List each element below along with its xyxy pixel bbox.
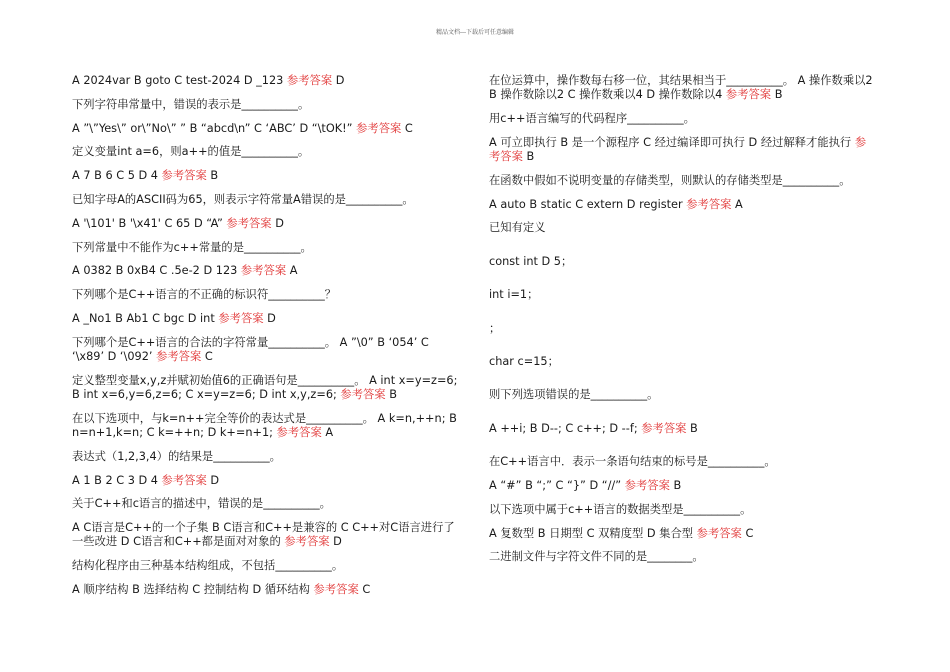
question-line: [72, 521, 462, 549]
answer-label: 参考答案: [284, 535, 330, 549]
question-text: 表达式（1,2,3,4）的结果是__________。: [72, 449, 281, 463]
answer-label: 参考答案: [356, 121, 402, 135]
answer-label: 参考答案: [624, 478, 670, 492]
question-text: A 可立即执行 B 是一个源程序 C 经过编译即可执行 D 经过解释才能执行: [489, 135, 855, 149]
answer-choice: B: [206, 169, 219, 183]
question-line: [489, 136, 875, 164]
question-text: 以下选项中属于c++语言的数据类型是__________。: [489, 502, 752, 516]
question-text: 定义变量int a=6，则a++的值是__________。: [72, 145, 310, 159]
answer-choice: B: [686, 421, 698, 435]
question-line: [489, 422, 875, 436]
question-text: 已知有定义: [489, 221, 546, 235]
answer-label: 参考答案: [286, 74, 333, 87]
question-line: [72, 312, 462, 326]
question-text: A 1 B 2 C 3 D 4: [72, 473, 162, 487]
question-text: A C语言是C++的一个子集 B C语言和C++是兼容的 C C++对C语言进行了一些改进 D C语言和C++都是面对对象的: [72, 521, 455, 549]
question-line: [72, 264, 462, 278]
answer-choice: A: [731, 197, 743, 211]
question-text: 下列常量中不能作为c++常量的是__________。: [72, 240, 312, 254]
answer-choice: D: [271, 216, 284, 230]
question-text: A ”\”Yes\” or\”No\” ” B “abcd\n” C ‘ABC’ D “\tOK!”: [72, 121, 357, 135]
question-text: 定义整型变量x,y,z并赋初始值6的正确语句是__________。 A int x=y=z=6; B int x=6,y=6,z=6; C x=y=z=6; D int x,y,z=6;: [72, 373, 458, 401]
question-text: 在C++语言中．表示一条语句结束的标号是__________。: [489, 455, 776, 469]
question-text: A ++i; B D--; C c++; D --f;: [489, 421, 642, 435]
question-line: [72, 74, 462, 88]
left-column: [72, 74, 462, 607]
page-header: 精品文档---下载后可任意编辑: [435, 29, 515, 36]
answer-label: 参考答案: [161, 169, 207, 183]
question-text: 下列字符串常量中，错误的表示是__________。: [72, 97, 310, 111]
question-text: A auto B static C extern D register: [489, 197, 687, 211]
answer-label: 参考答案: [725, 88, 772, 102]
question-line: [489, 550, 875, 564]
question-text: A “#” B “;” C “}” D “//”: [489, 478, 625, 492]
question-line: [489, 503, 875, 517]
question-line: [489, 322, 875, 336]
question-text: 在位运算中，操作数每右移一位，其结果相当于__________。 A 操作数乘以2 B 操作数除以2 C 操作数乘以4 D 操作数除以4: [489, 74, 873, 102]
question-line: [489, 527, 875, 541]
spacer: [489, 245, 875, 255]
question-line: [72, 583, 462, 597]
question-text: 下列哪个是C++语言的不正确的标识符__________？: [72, 288, 337, 302]
question-line: [72, 450, 462, 464]
question-text: A _No1 B Ab1 C bgc D int: [72, 311, 219, 325]
question-text: A 2024var B goto C test-2024 D _123: [72, 74, 287, 87]
spacer: [489, 345, 875, 355]
answer-choice: D: [263, 311, 276, 325]
right-column: [489, 74, 875, 574]
question-text: 在以下选项中，与k=n++完全等价的表达式是__________。 A k=n,++n; B n=n+1,k=n; C k=++n; D k+=n+1;: [72, 411, 457, 439]
answer-choice: B: [522, 150, 535, 163]
question-text: 二进制文件与字符文件不同的是________。: [489, 550, 704, 564]
question-text: 则下列选项错误的是__________。: [489, 388, 659, 402]
question-line: [489, 455, 875, 469]
spacer: [489, 312, 875, 322]
spacer: [489, 279, 875, 289]
question-line: [489, 288, 875, 302]
answer-label: 参考答案: [489, 135, 867, 163]
question-line: [72, 98, 462, 112]
answer-choice: A: [321, 425, 334, 439]
spacer: [489, 446, 875, 456]
question-text: A 7 B 6 C 5 D 4: [72, 169, 162, 183]
answer-choice: D: [329, 535, 342, 549]
question-line: [72, 412, 462, 440]
question-text: int i=1；: [489, 288, 539, 302]
question-line: [72, 169, 462, 183]
answer-choice: C: [401, 121, 413, 135]
spacer: [489, 412, 875, 422]
question-line: [72, 336, 462, 364]
question-line: [72, 145, 462, 159]
question-line: [72, 497, 462, 511]
question-text: 下列哪个是C++语言的合法的字符常量__________。 A ”\0” B ‘054’ C ‘\x89’ D ‘\092’: [72, 335, 429, 363]
question-line: [72, 474, 462, 488]
answer-choice: B: [771, 88, 783, 102]
answer-label: 参考答案: [161, 473, 207, 487]
question-line: [489, 388, 875, 402]
answer-label: 参考答案: [340, 387, 386, 401]
question-text: A 顺序结构 B 选择结构 C 控制结构 D 循环结构: [72, 582, 314, 596]
question-text: 结构化程序由三种基本结构组成，不包括__________。: [72, 559, 344, 573]
spacer: [489, 379, 875, 389]
question-text: ；: [489, 321, 501, 335]
answer-label: 参考答案: [641, 421, 687, 435]
answer-choice: C: [358, 582, 371, 596]
question-line: [72, 559, 462, 573]
answer-choice: C: [741, 526, 754, 540]
question-line: [489, 112, 875, 126]
answer-choice: B: [385, 387, 397, 401]
question-text: 关于C++和c语言的描述中，错误的是__________。: [72, 497, 331, 511]
question-line: [489, 174, 875, 188]
answer-label: 参考答案: [686, 197, 732, 211]
question-line: [72, 217, 462, 231]
question-line: [72, 122, 462, 136]
question-line: [72, 241, 462, 255]
answer-choice: B: [669, 478, 682, 492]
answer-label: 参考答案: [226, 216, 272, 230]
question-text: A 复数型 B 日期型 C 双精度型 D 集合型: [489, 526, 697, 540]
question-text: char c=15；: [489, 354, 559, 368]
answer-label: 参考答案: [313, 582, 359, 596]
answer-label: 参考答案: [240, 264, 287, 278]
answer-choice: A: [286, 264, 298, 278]
answer-label: 参考答案: [156, 349, 202, 363]
answer-choice: D: [332, 74, 345, 87]
question-line: [489, 74, 875, 102]
question-line: [489, 355, 875, 369]
question-line: [72, 193, 462, 207]
question-line: [489, 255, 875, 269]
question-text: 用c++语言编写的代码程序__________。: [489, 112, 695, 125]
question-line: [72, 288, 462, 302]
question-text: const int D 5；: [489, 254, 573, 268]
question-line: [72, 374, 462, 402]
answer-choice: C: [201, 349, 213, 363]
question-text: 已知字母A的ASCII码为65，则表示字符常量A错误的是__________。: [72, 192, 414, 206]
answer-label: 参考答案: [276, 425, 322, 439]
question-line: [489, 479, 875, 493]
question-text: 在函数中假如不说明变量的存储类型，则默认的存储类型是__________。: [489, 173, 851, 187]
answer-choice: D: [206, 473, 220, 487]
question-text: A '\101' B '\x41' C 65 D “A”: [72, 216, 227, 230]
question-text: A 0382 B 0xB4 C .5e-2 D 123: [72, 264, 241, 278]
answer-label: 参考答案: [218, 311, 264, 325]
question-line: [489, 221, 875, 235]
question-line: [489, 198, 875, 212]
answer-label: 参考答案: [696, 526, 742, 540]
